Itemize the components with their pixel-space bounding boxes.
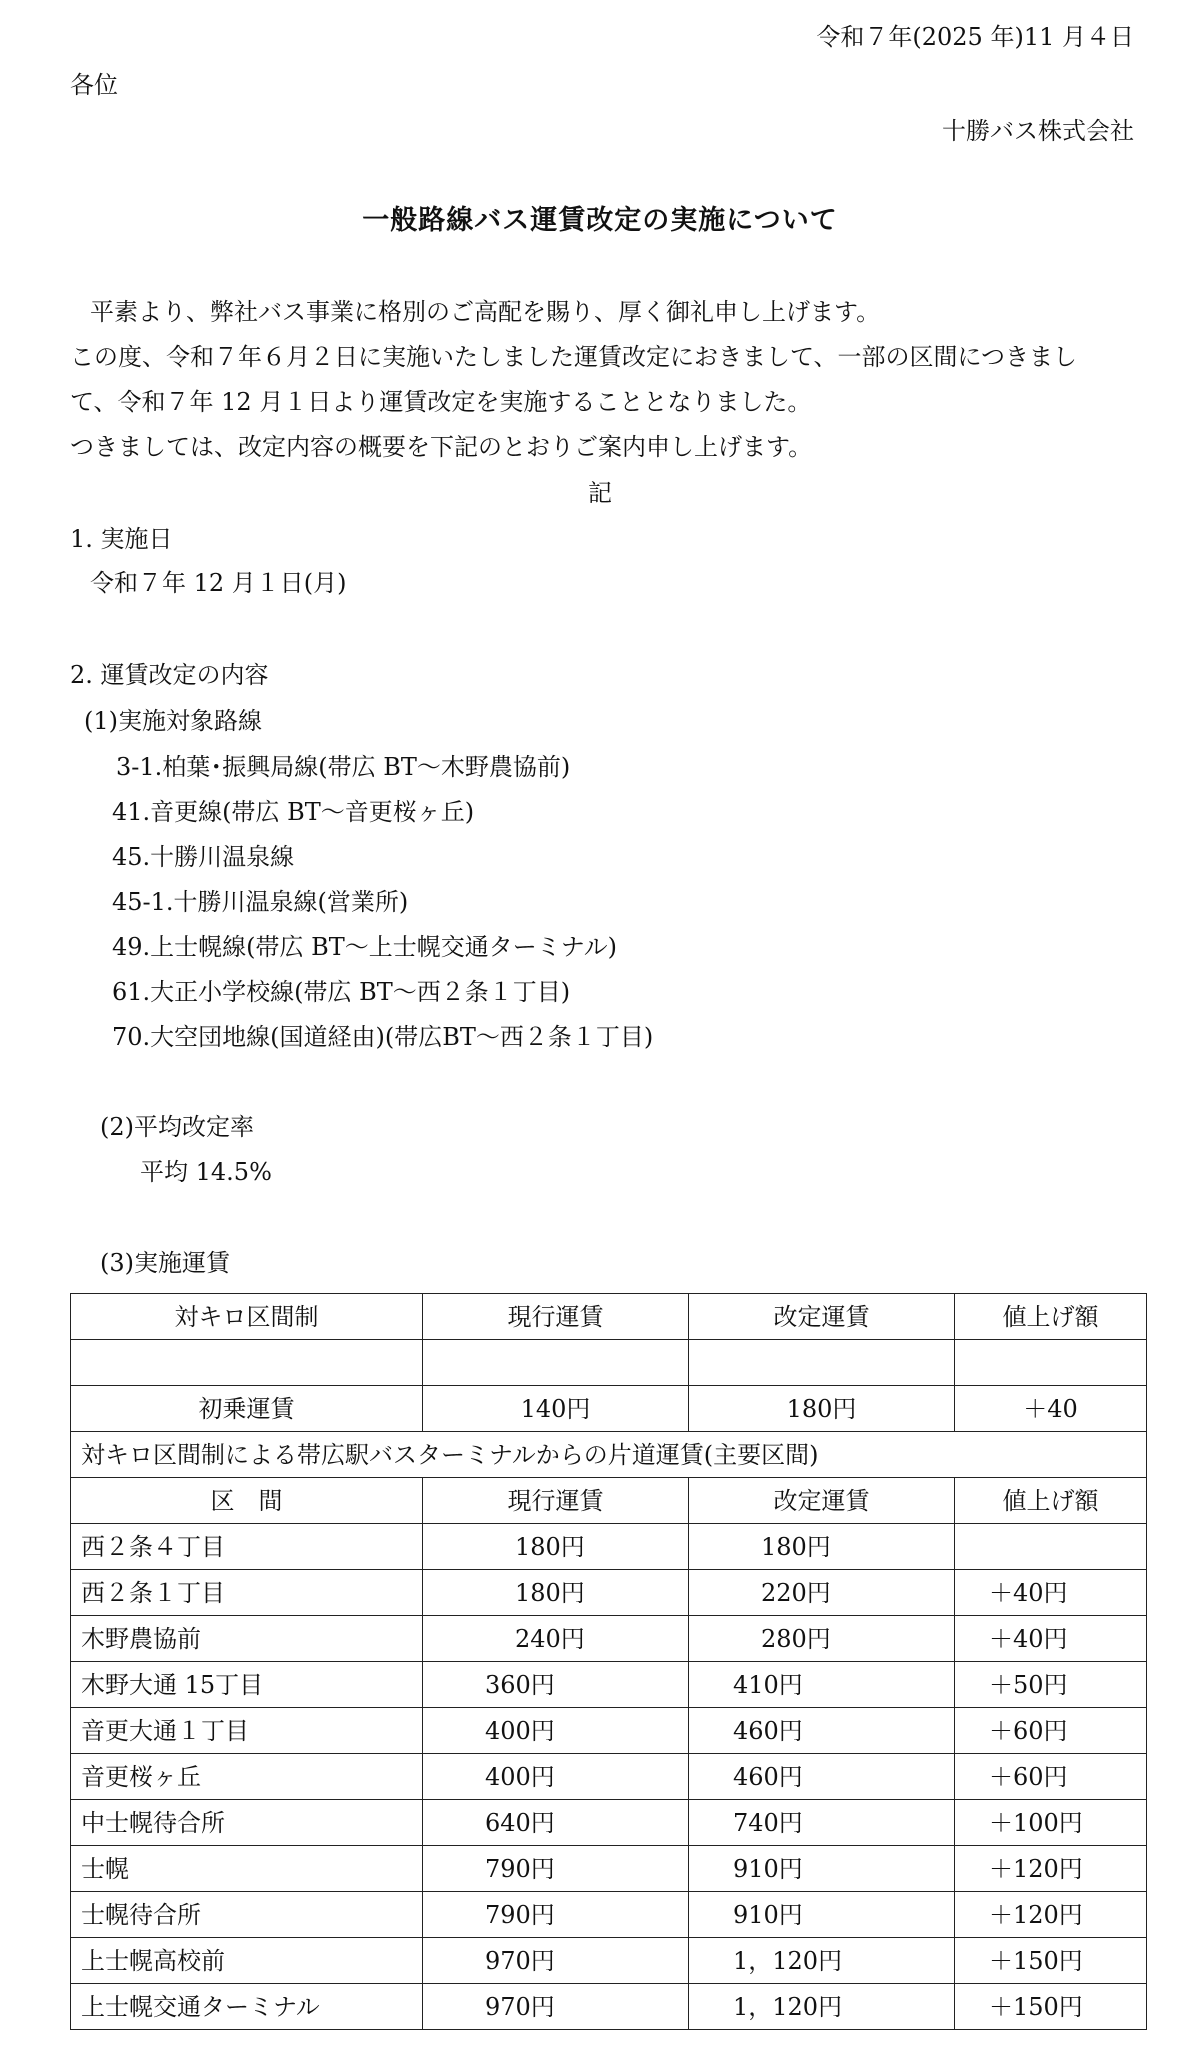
table-cell: ＋40円 [955,1570,1147,1616]
table-cell: ＋100円 [955,1800,1147,1846]
table-cell: 士幌待合所 [71,1892,423,1938]
table-cell: 上士幌交通ターミナル [71,1984,423,2030]
table-empty-row [71,1340,1147,1386]
intro-line-3: て、令和７年 12 月１日より運賃改定を実施することとなりました。 [70,388,812,416]
header-cell: 対キロ区間制 [71,1294,423,1340]
route-item: 61.大正小学校線(帯広 BT～西２条１丁目) [112,978,571,1006]
route-item: 49.上士幌線(帯広 BT～上士幌交通ターミナル) [112,933,617,961]
table-cell: 西２条４丁目 [71,1524,423,1570]
intro-line-2: この度、令和７年６月２日に実施いたしました運賃改定におきまして、一部の区間につきまし [70,343,1078,371]
table-cell: ＋40 [955,1386,1147,1432]
fare-table [70,1293,1147,2030]
table-cell: ＋120円 [955,1846,1147,1892]
table-cell: ＋40円 [955,1616,1147,1662]
table-cell: 740円 [689,1800,955,1846]
table-cell: 西２条１丁目 [71,1570,423,1616]
table-row [71,1524,1147,1570]
table-cell: 400円 [423,1708,689,1754]
addressee: 各位 [70,71,118,99]
table-cell: 910円 [689,1892,955,1938]
average-rate: 平均 14.5% [140,1158,272,1186]
table-cell: 180円 [689,1524,955,1570]
header-cell: 値上げ額 [955,1478,1147,1524]
table-cell: ＋50円 [955,1662,1147,1708]
table-cell: ＋60円 [955,1708,1147,1754]
table-cell [955,1524,1147,1570]
table-row [71,1938,1147,1984]
header-cell: 改定運賃 [689,1294,955,1340]
empty-cell [423,1340,689,1386]
table-cell: 音更大通１丁目 [71,1708,423,1754]
initial-fare-row [71,1386,1147,1432]
subsection-fare-heading: (3)実施運賃 [100,1249,230,1277]
table-cell: 140円 [423,1386,689,1432]
route-item: 70.大空団地線(国道経由)(帯広BT～西２条１丁目) [112,1023,654,1051]
table-row [71,1984,1147,2030]
table-header-row [71,1294,1147,1340]
table-cell: 上士幌高校前 [71,1938,423,1984]
table-cell: 1，120円 [689,1984,955,2030]
table-cell: 280円 [689,1616,955,1662]
table-note: 対キロ区間制による帯広駅バスターミナルからの片道運賃(主要区間) [71,1432,1147,1478]
table-cell: 400円 [423,1754,689,1800]
empty-cell [955,1340,1147,1386]
table-note-row [71,1432,1147,1478]
table-cell: ＋60円 [955,1754,1147,1800]
table-cell: 460円 [689,1754,955,1800]
route-item: 45.十勝川温泉線 [112,843,295,871]
table-cell: 木野農協前 [71,1616,423,1662]
table-cell: 240円 [423,1616,689,1662]
table-cell: ＋150円 [955,1984,1147,2030]
company-name: 十勝バス株式会社 [942,117,1134,145]
table-cell: 木野大通 15丁目 [71,1662,423,1708]
issue-date: 令和７年(2025 年)11 月４日 [816,23,1134,51]
table-row [71,1662,1147,1708]
table-cell: ＋120円 [955,1892,1147,1938]
table-cell: 180円 [423,1524,689,1570]
header-cell: 改定運賃 [689,1478,955,1524]
table-cell: 360円 [423,1662,689,1708]
route-item: 3-1.柏葉･振興局線(帯広 BT～木野農協前) [116,753,571,781]
table-cell: 970円 [423,1938,689,1984]
empty-cell [689,1340,955,1386]
table-cell: ＋150円 [955,1938,1147,1984]
table-cell: 410円 [689,1662,955,1708]
section-2-heading: 2. 運賃改定の内容 [70,661,269,689]
intro-line-4: つきましては、改定内容の概要を下記のとおりご案内申し上げます。 [70,433,813,461]
table-row [71,1616,1147,1662]
table-row [71,1570,1147,1616]
table-row [71,1800,1147,1846]
implementation-date: 令和７年 12 月１日(月) [90,569,347,597]
table-cell: 180円 [423,1570,689,1616]
table-cell: 音更桜ヶ丘 [71,1754,423,1800]
route-item: 45-1.十勝川温泉線(営業所) [112,888,409,916]
table-cell: 790円 [423,1892,689,1938]
empty-cell [71,1340,423,1386]
header-cell: 現行運賃 [423,1478,689,1524]
intro-line-1: 平素より、弊社バス事業に格別のご高配を賜り、厚く御礼申し上げます。 [90,298,881,326]
table-row [71,1708,1147,1754]
table-cell: 1，120円 [689,1938,955,1984]
subsection-routes-heading: (1)実施対象路線 [84,707,262,735]
header-cell: 現行運賃 [423,1294,689,1340]
section-1-heading: 1. 実施日 [70,525,173,553]
table-row [71,1892,1147,1938]
table-cell: 中士幌待合所 [71,1800,423,1846]
table-cell: 初乗運賃 [71,1386,423,1432]
table-cell: 460円 [689,1708,955,1754]
table-cell: 910円 [689,1846,955,1892]
table-row [71,1846,1147,1892]
table-cell: 220円 [689,1570,955,1616]
subsection-rate-heading: (2)平均改定率 [100,1113,254,1141]
table-cell: 790円 [423,1846,689,1892]
header-cell: 区 間 [71,1478,423,1524]
table-cell: 970円 [423,1984,689,2030]
document-title: 一般路線バス運賃改定の実施について [362,205,838,236]
route-item: 41.音更線(帯広 BT～音更桜ヶ丘) [112,798,475,826]
ki-mark: 記 [588,479,612,507]
table-header-row [71,1478,1147,1524]
header-cell: 値上げ額 [955,1294,1147,1340]
table-cell: 180円 [689,1386,955,1432]
table-row [71,1754,1147,1800]
table-cell: 640円 [423,1800,689,1846]
table-cell: 士幌 [71,1846,423,1892]
